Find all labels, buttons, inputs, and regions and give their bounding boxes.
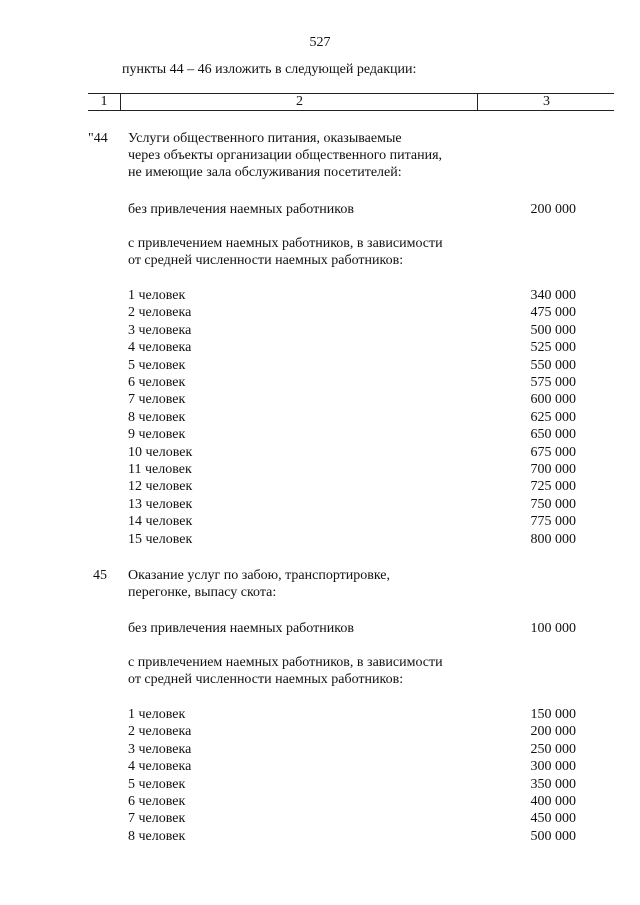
row-amount: 250 000 xyxy=(530,741,576,757)
without-workers-label: без привлечения наемных работников xyxy=(128,202,354,217)
row-label: 5 человек xyxy=(128,776,186,792)
row-amount: 700 000 xyxy=(530,462,576,477)
with-workers-heading xyxy=(128,235,576,269)
row-label: 4 человека xyxy=(128,340,192,356)
with-workers-line: с привлечением наемных работников, в зависимости xyxy=(128,655,443,670)
table-row xyxy=(128,758,576,775)
page-number: 527 xyxy=(309,35,331,50)
table-row xyxy=(128,793,576,810)
row-amount: 750 000 xyxy=(530,496,576,512)
row-label: 12 человек xyxy=(128,479,193,495)
table-row xyxy=(128,357,576,374)
table-row xyxy=(128,391,576,408)
table-row xyxy=(128,513,576,530)
row-amount: 800 000 xyxy=(530,531,576,547)
table-row xyxy=(128,810,576,827)
row-amount: 725 000 xyxy=(530,479,576,495)
row-label: 9 человек xyxy=(128,427,186,443)
table-row xyxy=(128,723,576,740)
item-title-line: Оказание услуг по забою, транспортировке, xyxy=(128,568,391,583)
with-workers-heading xyxy=(128,654,576,688)
table-row xyxy=(128,304,576,321)
row-label: 10 человек xyxy=(128,444,193,460)
table-row xyxy=(128,444,576,461)
with-workers-line: с привлечением наемных работников, в зависимости xyxy=(128,236,443,251)
row-label: 15 человек xyxy=(128,531,193,547)
intro-text: пункты 44 – 46 изложить в следующей редакции: xyxy=(122,62,417,77)
table-row xyxy=(128,287,576,304)
row-amount: 575 000 xyxy=(530,375,576,390)
row-amount: 500 000 xyxy=(530,322,576,338)
item-number: 45 xyxy=(93,568,107,583)
column-header-2: 2 xyxy=(120,94,478,110)
table-row xyxy=(128,828,576,845)
table-row xyxy=(128,461,576,478)
row-amount: 525 000 xyxy=(530,340,576,356)
row-label: 7 человек xyxy=(128,392,186,408)
table-row xyxy=(128,706,576,723)
with-workers-line: от средней численности наемных работников: xyxy=(128,672,404,687)
item-number: "44 xyxy=(88,131,108,146)
without-workers-amount: 100 000 xyxy=(530,621,576,636)
item-title-line: не имеющие зала обслуживания посетителей: xyxy=(128,165,402,180)
table-row xyxy=(128,496,576,513)
row-amount: 300 000 xyxy=(530,759,576,775)
row-amount: 600 000 xyxy=(530,392,576,408)
row-label: 2 человека xyxy=(128,724,192,740)
row-amount: 650 000 xyxy=(530,427,576,443)
row-label: 3 человека xyxy=(128,322,192,338)
row-amount: 625 000 xyxy=(530,409,576,425)
item-title-line: перегонке, выпасу скота: xyxy=(128,585,277,600)
row-label: 2 человека xyxy=(128,305,192,321)
item-title-line: Услуги общественного питания, оказываемые xyxy=(128,131,402,146)
table-row xyxy=(128,741,576,758)
column-header-3: 3 xyxy=(477,94,615,110)
table-row xyxy=(128,374,576,391)
without-workers-label: без привлечения наемных работников xyxy=(128,621,354,636)
row-amount: 350 000 xyxy=(530,776,576,792)
row-label: 8 человек xyxy=(128,409,186,425)
item-title xyxy=(128,130,488,181)
row-label: 13 человек xyxy=(128,496,193,512)
row-label: 6 человек xyxy=(128,794,186,809)
row-label: 1 человек xyxy=(128,707,186,722)
without-workers-amount: 200 000 xyxy=(530,202,576,217)
row-label: 4 человека xyxy=(128,759,192,775)
row-amount: 150 000 xyxy=(530,707,576,722)
row-amount: 475 000 xyxy=(530,305,576,321)
row-label: 11 человек xyxy=(128,462,192,477)
row-amount: 500 000 xyxy=(530,828,576,844)
item-title-line: через объекты организации общественного питания, xyxy=(128,148,443,163)
table-row xyxy=(128,776,576,793)
row-amount: 675 000 xyxy=(530,444,576,460)
table-row xyxy=(128,339,576,356)
row-amount: 775 000 xyxy=(530,514,576,530)
table-row xyxy=(128,322,576,339)
row-amount: 340 000 xyxy=(530,288,576,303)
row-label: 7 человек xyxy=(128,811,186,827)
row-amount: 400 000 xyxy=(530,794,576,809)
row-label: 1 человек xyxy=(128,288,186,303)
column-header-row xyxy=(88,93,614,111)
row-label: 6 человек xyxy=(128,375,186,390)
table-row xyxy=(128,531,576,548)
table-row xyxy=(128,478,576,495)
row-amount: 200 000 xyxy=(530,724,576,740)
row-label: 14 человек xyxy=(128,514,193,530)
item-title xyxy=(128,567,488,601)
table-row xyxy=(128,409,576,426)
row-label: 3 человека xyxy=(128,741,192,757)
column-header-1: 1 xyxy=(100,94,108,109)
row-amount: 450 000 xyxy=(530,811,576,827)
table-row xyxy=(128,426,576,443)
with-workers-line: от средней численности наемных работников: xyxy=(128,253,404,268)
row-amount: 550 000 xyxy=(530,357,576,373)
row-label: 5 человек xyxy=(128,357,186,373)
row-label: 8 человек xyxy=(128,828,186,844)
